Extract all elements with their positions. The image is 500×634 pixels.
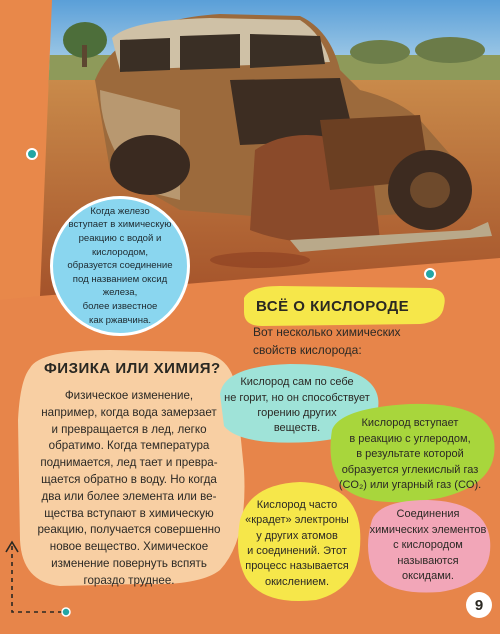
oxygen-fact-1: Кислород сам по себе не горит, но он способствует горению других веществ. [224,376,370,435]
oxygen-fact-3: Кислород часто «крадет» электроны у других атомов и соединений. Этот процесс называется окислением. [245,498,349,588]
physics-section-title: ФИЗИКА ИЛИ ХИМИЯ? [44,360,221,377]
page-number: 9 [466,592,492,618]
oxygen-fact-2: Кислород вступает в реакцию с углеродом, в результате которой образуется углекислый газ (CO₂) или угарный газ (CO). [338,417,482,492]
oxygen-section-title: ВСЁ О КИСЛОРОДЕ [256,297,410,315]
rust-caption-circle [50,196,190,336]
teal-dot-icon [26,148,38,160]
oxygen-fact-4: Соединения химических элементов с кислородом называются оксидами. [369,508,487,583]
rust-caption-text: Когда железо вступает в химическую реакцию с водой и кислородом, образуется соединение под названием оксид железа, более известное как ржавчина. [67,205,173,326]
physics-section-text: Физическое изменение, например, когда вода замерзает и превращается в лед, легко обратимо. Когда температура поднимается, лед тает и превра- щается обратно в воду. Но когда два или более элемента или ве- щества вступают в химическую реакцию, получается совершенно новое вещество. Химическое изменение повернуть вспять гораздо труднее. [37,389,221,587]
oxygen-intro-text: Вот несколько химических свойств кислорода: [253,325,401,357]
teal-dot-icon [424,268,436,280]
